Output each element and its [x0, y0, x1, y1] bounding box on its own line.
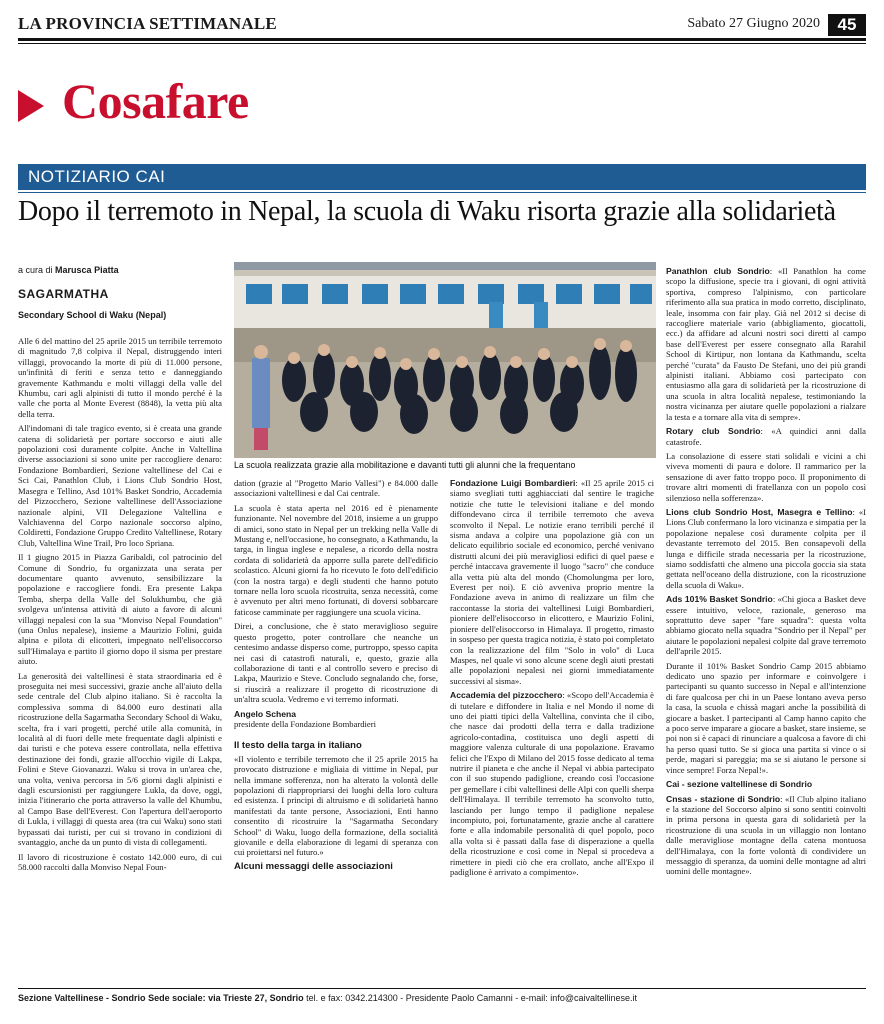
column-3: [450, 478, 654, 881]
school-photo-illustration: [234, 262, 656, 458]
association-name: Ads 101% Basket Sondrio: [666, 594, 773, 605]
association-text: «Il Panathlon ha come scopo la diffusione, specie tra i giovani, di ogni attività sportiva, compreso l'alpinismo, con particolare riferimento alla sua pratica in modo corretto, disciplinato, leale, insomma con fair play. Già nel 2012 si decise di raccogliere materiale vario (abbigliamento, giocattoli, ecc.) da affidare ad alcuni nostri soci diretti al campo base dell'Everest per essere consegnato alla Rarahil School di Kirtipur, non lontana da Kathmandu, scelta perché "curata" da Fausto De Stefani, uno dei più grandi alpinisti italiani. Abbiamo così partecipato con entusiasmo alla gara di solidarietà per la ricostruzione di una scuola in altra località nepalese, testimoniando la nostra vicinanza per aiutare quelle popolazioni a rialzare la testa e a tornare alla vita di sempre».: [666, 266, 866, 422]
article-subkicker: Secondary School di Waku (Nepal): [18, 310, 167, 320]
article-headline: Dopo il terremoto in Nepal, la scuola di Waku risorta grazie alla solidarietà: [18, 196, 836, 227]
footer: [18, 993, 637, 1003]
association-message: Cnsas - stazione di Sondrio: «Il Club alpino italiano e la stazione del Soccorso alpino si sono sentiti coinvolti in prima persona in questa gara di solidarietà per la ricostruzione di una scuola in un villaggio non lontano dalle meravigliose montagne della catena montuosa dell'Himalaya, con la forte volontà di condividere un messaggio di speranza, da uomini delle montagne ad altri uomini delle montagne».: [666, 793, 866, 877]
column-4: [666, 266, 866, 881]
byline: [18, 265, 119, 275]
association-text: Durante il 101% Basket Sondrio Camp 2015 abbiamo dedicato uno spazio per informare e coinvolgere i partecipanti su quanto successo in Nepal e all'intenzione di fare qualcosa per chi in un Paese lontano aveva perso la casa, la scuola e chissà magari anche la possibilità di giocare a basket. I partecipanti al Camp hanno capito che a poco serve imparare a giocare a basket, stare insieme, se poi non si è capaci di rinunciare a qualcosa a favore di chi ha perso quasi tutto. Se si gioca una partita si vince o si perde, magari si pareggia; ma se si aiutano le persone si vince sempre! Forza Nepal!».: [666, 660, 866, 775]
column-2: [234, 478, 438, 874]
association-message: Fondazione Luigi Bombardieri: «Il 25 aprile 2015 ci siamo svegliati tutti agghiacciati dal sentire le tragiche notizie che tutte le televisioni italiane e del mondo diffondevano circa il terribile terremoto che aveva sconvolto il Nepal. Le notizie erano terribili perché il sisma andava a colpire una popolazione già con un delicato equilibrio sociale ed economico, perché venivano distrutti alcuni dei più meravigliosi edifici di quel paese e perché intaccava gravemente il luogo "sacro" che conduce alla vetta più alta del mondo (Chomolungma per loro, Everest per noi). E ciò avveniva proprio mentre la Fondazione aveva in animo di realizzare un film che raccontasse la storia dei valtellinesi Luigi Bombardieri, pioniere dell'elisoccorso in elicottero, e Maurizio Folini, pioniere dell'elisoccorso in Himalaya. Il progetto, rimasto in sospeso per questa tragica notizia, è stato poi completato con la realizzazione del film "Solo in volo" di Luca Maspes, nel quale vi sono alcune scene degli aiuti prestati alle popolazioni nepalesi nei giorni immediatamente successivi al sisma».: [450, 478, 654, 686]
association-text: «Chi gioca a Basket deve essere intuitivo, veloce, razionale, generoso ma soprattutto deve saper "fare squadra": questa volta abbiamo giocato nella squadra "Sondrio per il Nepal" per aiutare le popolazioni nepalesi colpite dal grave terremoto dell'aprile 2015.: [666, 594, 866, 657]
association-text: «I Lions Club confermano la loro vicinanza e simpatia per la popolazione nepalese così duramente colpita per il devastante terremoto del 2015. Ben consapevoli della lunga e difficile strada necessaria per la ricostruzione, siamo soddisfatti che almeno una piccola goccia sia stata gettata nell'oceano della distruzione, con la ricostruzione della scuola di Waku».: [666, 506, 866, 590]
association-name: Rotary club Sondrio: [666, 426, 761, 437]
messages-heading: Alcuni messaggi delle associazioni: [234, 860, 393, 872]
play-triangle-icon: [18, 90, 44, 122]
byline-prefix: a cura di: [18, 265, 53, 275]
masthead-rule: [18, 38, 866, 41]
association-message: Rotary club Sondrio: «A quindici anni dalla catastrofe.: [666, 426, 866, 447]
association-text: «A quindici anni dalla catastrofe.: [666, 426, 866, 447]
footer-org: Sezione Valtellinese - Sondrio: [18, 993, 146, 1003]
footer-rule: [18, 988, 866, 989]
footer-address-label: Sede sociale:: [148, 993, 206, 1003]
paragraph: Il 1 giugno 2015 in Piazza Garibaldi, col patrocinio del Comune di Sondrio, fu organizzata una serata per documentare quanto avvenuto, sensibilizzare la popolazione e raccogliere fondi. Era presente Lakpa Temba, sherpa della Valle del Solukhumbu, che già svolgeva un'intensa attività di aiuto a favore di alcuni villaggi nepalesi con la sua "Monviso Nepal Foundation" (una Onlus nepalese), insieme a Maurizio Folini, guida alpina e pilota di elicotteri, impegnato nell'elisoccorso sull'Himalaya e partito il giorno dopo il sisma per prestare aiuto.: [18, 552, 222, 667]
rubric-bar: [18, 164, 866, 190]
rubric-rule: [18, 192, 866, 193]
footer-address: via Trieste 27, Sondrio: [208, 993, 304, 1003]
photo-caption: La scuola realizzata grazie alla mobilitazione e davanti tutti gli alunni che la frequentano: [234, 460, 576, 470]
signature-role: presidente della Fondazione Bombardieri: [234, 718, 376, 729]
association-message: Accademia del pizzocchero: «Scopo dell'Accademia è di tutelare e diffondere in Italia e nel Mondo il nome di uno dei piatti tipici della Valtellina, convinta che il cibo, che nasce dai prodotti della terra e dalla tradizione agricolo-contadina, costituisca uno degli aspetti di maggiore valenza culturale di una popolazione. Eravamo felici che l'Expo di Milano del 2015 fosse dedicato al tema nutrire il pianeta e che anche il Nepal vi abbia partecipato con il suo stupendo padiglione, creando così l'occasione per gemellare i cibi valtellinesi delle Alpi con quelli sherpa dell'Himalaya. Il terribile terremoto ha sconvolto tutto, lasciando per lungo tempo il padiglione nepalese incompiuto, poi, fortunatamente, grazie anche al carattere forte e alla indomabile personalità di quel popolo, poco alla volta si è passati dalla fase di disperazione a quella della ricostruzione e così come in Nepal si procedeva a rimettere in piedi ciò che era crollato, anche all'Expo il padiglione è arrivato a compimento».: [450, 690, 654, 878]
association-name: Cnsas - stazione di Sondrio: [666, 793, 781, 804]
association-message: [666, 661, 866, 775]
section-brand-title: Cosafare: [62, 73, 249, 129]
paragraph: dation (grazie al "Progetto Mario Vallesi") e 84.000 dalle associazioni valtellinesi e dal Cai centrale.: [234, 478, 438, 499]
paragraph: Direi, a conclusione, che è stato meraviglioso seguire questo progetto, poter controllare che neanche un centesimo andasse disperso come, purtroppo, spesso capita nei casi di catastrofi naturali, e, questo, grazie alla collaborazione di tanti e al controllo severo e preciso di Lakpa, Maurizio e Steve. Concludo segnalando che, forse, si riuscirà a realizzare il progetto di ricostruzione di un'altra scuola. Vedremo e vi terremo informati.: [234, 621, 438, 705]
association-message: [666, 779, 866, 789]
paper-name: LA PROVINCIA SETTIMANALE: [18, 14, 277, 33]
paragraph: La scuola è stata aperta nel 2016 ed è pienamente funzionante. Nel novembre del 2018, insieme a un gruppo di amici, sono stato in Nepal per un trekking nella Valle di Mustang e, nell'occasione, ho consegnato, a Kathmandu, la targa, in lingua inglese e nepalese, a ricordo della nostra cordata di solidarietà da apporre sulla parete dell'edificio scolastico. Alcuni giorni fa ho ricevuto le foto dell'edificio (con la nostra targa) e degli studenti che hanno potuto tornare nella loro scuola ricostruita, senza necessità, come è avvenuto per altri meno fortunati, di doversi sobbarcare faticose camminate per raggiungere una scuola vicina.: [234, 502, 438, 617]
association-name: Accademia del pizzocchero: [450, 690, 563, 701]
association-text: «Il Club alpino italiano e la stazione del Soccorso alpino si sono sentiti coinvolti in prima persona in questa gara di solidarietà per la ricostruzione di una scuola in un villaggio non lontano dalle meravigliose montagne della catena montuosa dell'Himalaya, con la forte volontà di condividere un messaggio di speranza, da uomini delle montagne ad altri uomini delle montagne».: [666, 793, 866, 877]
plaque-text: «Il violento e terribile terremoto che il 25 aprile 2015 ha provocato distruzione e migliaia di vittime in Nepal, pur nella immane sofferenza, non ha alterato la volontà delle popolazioni di riappropriarsi dei luoghi della loro cultura ed esistenza. I principi di altruismo e di solidarietà hanno manifestati da tante persone, Associazioni, Enti hanno consentito di ricostruire la "Sagarmatha Secondary School" di Waku, luogo della formazione, della socialità giovanile e della elaborazione di legami di speranza con cui proiettarsi nel futuro.»: [234, 753, 438, 858]
association-name: Cai - sezione valtellinese di Sondrio: [666, 779, 813, 790]
association-name: Lions club Sondrio Host, Masegra e Tellino: [666, 506, 853, 517]
association-text: «Il 25 aprile 2015 ci siamo svegliati tutti agghiacciati dal sentire le tragiche notizie che tutte le televisioni italiane e del mondo diffondevano circa il terribile terremoto che aveva sconvolto il Nepal. Le notizie erano terribili perché il sisma andava a colpire una popolazione già con un delicato equilibrio sociale ed economico, perché venivano distrutti alcuni dei più meravigliosi edifici di quel paese e perché intaccava gravemente il luogo "sacro" che conduce alla vetta più alta del mondo (Chomolungma per loro, Everest per noi). E ciò avveniva proprio mentre la Fondazione aveva in animo di realizzare un film che raccontasse la storia dei valtellinesi Luigi Bombardieri, pioniere dell'elisoccorso in elicottero, e Maurizio Folini, pioniere dell'elisoccorso in Himalaya. Il progetto, rimasto in sospeso per questa tragica notizia, è stato poi completato con la realizzazione del film "Solo in volo" di Luca Maspes, nel quale vi sono alcune scene degli aiuti prestati alle popolazioni nepalesi nei giorni immediatamente successivi al sisma».: [450, 478, 654, 686]
association-text: La consolazione di essere stati solidali e vicini a chi viveva momenti di paura e dolore. Il rammarico per la sensazione di aver fatto troppo poco. Il proponimento di trovare altri momenti di fratellanza con un popolo così silenzioso nella sofferenza».: [666, 450, 866, 503]
school-photo: [234, 262, 656, 458]
association-text: «Scopo dell'Accademia è di tutelare e diffondere in Italia e nel Mondo il nome di uno dei piatti tipici della Valtellina, convinta che il cibo, che nasce dai prodotti della terra e dalla tradizione agricolo-contadina, costituisca uno degli aspetti di maggiore valenza culturale di una popolazione. Eravamo felici che l'Expo di Milano del 2015 fosse dedicato al tema nutrire il pianeta e che anche il Nepal vi abbia partecipato con il suo stupendo padiglione, creando così l'occasione per gemellare i cibi valtellinesi delle Alpi con quelli sherpa dell'Himalaya. Il terribile terremoto ha sconvolto tutto, lasciando per lungo tempo il padiglione nepalese incompiuto, poi, fortunatamente, grazie anche al carattere forte e alla indomabile personalità di quel popolo, poco alla volta si è passati dalla fase di disperazione a quella della ricostruzione e così come in Nepal si procedeva a rimettere in piedi ciò che era crollato, anche all'Expo il padiglione è arrivato a compimento».: [450, 690, 654, 878]
footer-contacts: tel. e fax: 0342.214300 - Presidente Paolo Camanni - e-mail: info@caivaltellinese.it: [306, 993, 637, 1003]
association-message: Lions club Sondrio Host, Masegra e Tellino: «I Lions Club confermano la loro vicinanza e simpatia per la popolazione nepalese così duramente colpita per il devastante terremoto del 2015. Ben consapevoli della lunga e difficile strada necessaria per la ricostruzione, siamo soddisfatti che almeno una piccola goccia sia stata gettata nell'oceano della distruzione, con la ricostruzione della scuola di Waku».: [666, 506, 866, 590]
association-name: Fondazione Luigi Bombardieri: [450, 478, 576, 488]
paragraph: Il lavoro di ricostruzione è costato 142.000 euro, di cui 58.000 raccolti dalla Monviso Nepal Foun-: [18, 851, 222, 872]
column-1: [18, 336, 222, 876]
rubric-label: NOTIZIARIO CAI: [28, 167, 166, 186]
column-2-body: [234, 478, 438, 705]
masthead: [18, 14, 866, 38]
association-message: Ads 101% Basket Sondrio: «Chi gioca a Basket deve essere intuitivo, veloce, razionale, generoso ma soprattutto deve saper "fare squadra": questa volta abbiamo giocato nella squadra "Sondrio per il Nepal" per aiutare le popolazioni nepalesi colpite dal grave terremoto dell'aprile 2015.: [666, 594, 866, 657]
association-message: Panathlon club Sondrio: «Il Panathlon ha come scopo la diffusione, specie tra i giovani, di ogni attività sportiva, compreso l'alpinismo, con particolare riferimento alla sua pratica in modo corretto, disciplinato, leale, insomma con fair play. Già nel 2012 si decise di raccogliere materiale vario (abbigliamento, giocattoli, ecc.) da affidare ad alcuni nostri soci diretti al campo base dell'Everest per essere consegnato alla Rarahil School di Kirtipur, non lontana da Kathmandu, scelta perché "curata" da Fausto De Stefani, uno dei più grandi alpinisti italiani. Abbiamo così partecipato con entusiasmo alla gara di solidarietà per la ricostruzione di una scuola in altra località nepalese, testimoniando la nostra vicinanza per aiutare quelle popolazioni a rialzare la testa e a tornare alla vita di sempre».: [666, 266, 866, 422]
association-message: [666, 451, 866, 503]
paragraph: All'indomani di tale tragico evento, si è creata una grande catena di solidarietà per portare soccorso e aiuti alle popolazioni così duramente colpite. Anche in Valtellina diverse associazioni si sono unite per raccogliere denaro: Fondazione Bombardieri, Sezione valtellinese del Cai e Sci Cai, Panathlon Club, i Lions Club Sondrio Host, Masegra e Tellino, Asd 101% Basket Sondrio, Accademia del Pizzocchero, Sezione valtellinese dell'Associazione nazionale alpini, VII Delegazione Valtellina e Valchiavenna del Corpo nazionale soccorso alpino, Coldiretti, Fondazione Gruppo Credito Valtellinese, Rotary Club, Valtellina Wine Trail, Pro loco Spriana.: [18, 423, 222, 548]
association-name: Panathlon club Sondrio: [666, 266, 770, 276]
article-kicker: SAGARMATHA: [18, 287, 109, 301]
paragraph: Alle 6 del mattino del 25 aprile 2015 un terribile terremoto di magnitudo 7,8 colpiva il Nepal, distruggendo interi villaggi, provocando la morte di più di 11.000 persone, un'infinità di feriti e senza tetto e danneggiando gravemente Kathmandu e molti villaggi della valle del Khumbu, cari agli alpinisti di tutto il mondo perché è la valle che porta al Monte Everest (8848), la vetta più alta della terra.: [18, 336, 222, 419]
paragraph: La generosità dei valtellinesi è stata straordinaria ed è proseguita nei mesi successivi, grazie anche all'aiuto della sede centrale del Club alpino italiano. Si è raccolta la complessiva somma di 84.000 euro destinati alla ricostruzione della Sagarmatha Secondary School di Waku, scelta, fra i vari progetti, perché utile alla comunità, in località al di fuori delle mete frequentate dagli alpinisti e dai turisti e che poteva essere controllata, nella effettiva destinazione dei fondi, grazie all'occhio vigile di Lakpa, Folini e Steve Giovanazzi. Waku si trova in un'area che, una volta, veniva percorsa in 5/6 giorni dagli alpinisti e dagli escursionisti per raggiungere Lukla, da dove, oggi, inizia l'itinerario che porta attraverso la valle del Khumbu, al Campo Base dell'Everest. Con l'apertura dell'aeroporto di Lukla, i villaggi di questa area (tra cui Waku) sono stati bypassati dai turisti, per cui si trovano in condizioni di svantaggio, anche da un punto di vista di collegamenti.: [18, 670, 222, 848]
issue-date: Sabato 27 Giugno 2020: [687, 16, 820, 31]
byline-author: Marusca Piatta: [55, 265, 119, 275]
masthead-rule-thin: [18, 43, 866, 44]
signature-name: Angelo Schena: [234, 708, 297, 719]
plaque-heading: Il testo della targa in italiano: [234, 740, 362, 752]
page-number: 45: [828, 14, 866, 36]
